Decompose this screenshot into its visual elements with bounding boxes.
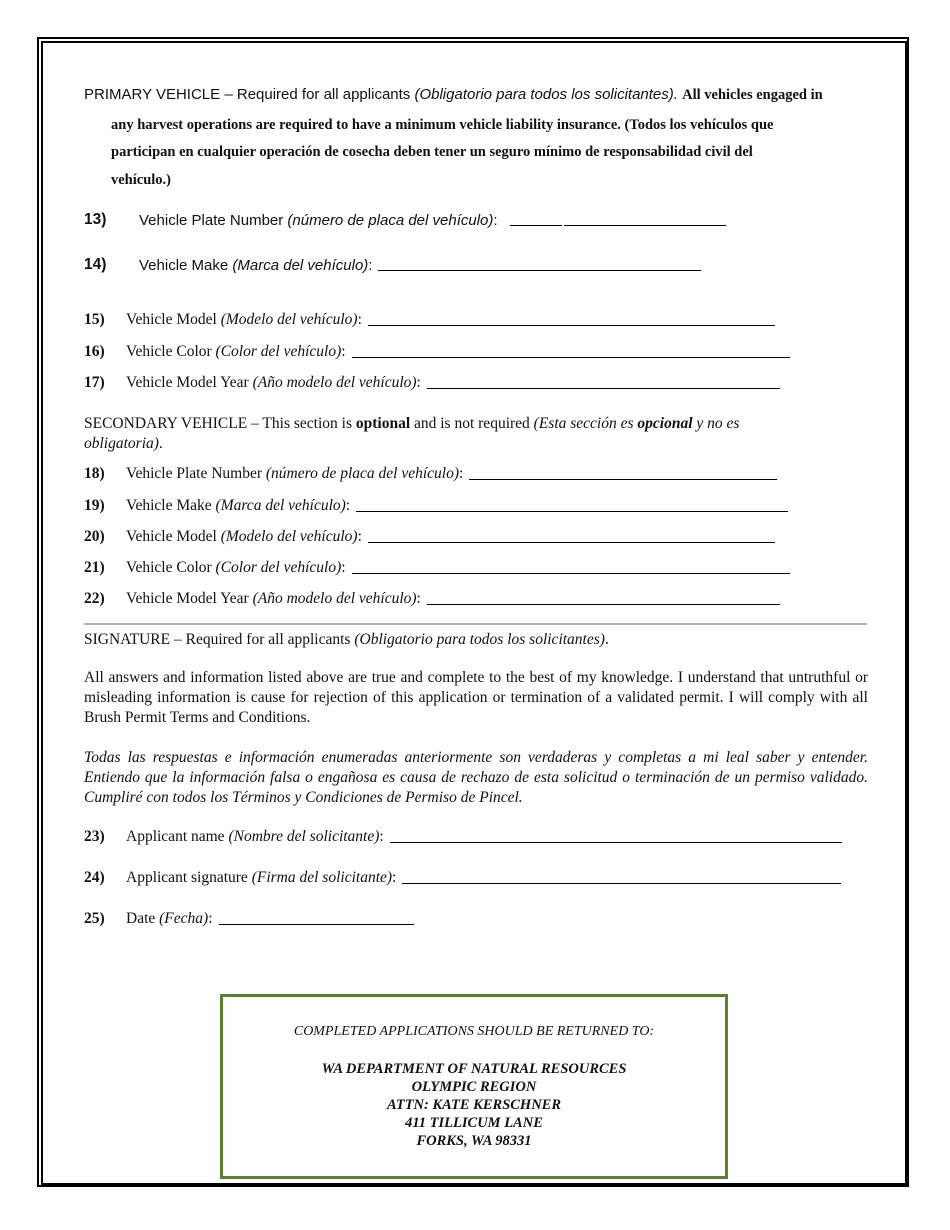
field-16-num: 16) xyxy=(84,343,105,360)
primary-note-2: any harvest operations are required to have a minimum vehicle liability insurance. (Todos los vehículos que xyxy=(111,117,774,133)
field-15-colon: : xyxy=(357,311,362,328)
field-24-label-es: (Firma del solicitante) xyxy=(251,869,393,886)
vehicle-make-input[interactable] xyxy=(378,269,701,271)
field-24-label: Applicant signature xyxy=(126,869,248,886)
statement-english: All answers and information listed above are true and complete to the best of my knowledge. I understand that untruthful or misleading information is cause for rejection of this application or termination of a validated permit. I will comply with all Brush Permit Terms and Conditions. xyxy=(84,669,868,726)
field-25-colon: : xyxy=(208,910,213,927)
field-17-label-es: (Año modelo del vehículo) xyxy=(252,374,417,391)
field-22-label: Vehicle Model Year xyxy=(126,590,249,607)
field-20-label-es: (Modelo del vehículo) xyxy=(220,528,358,545)
field-21-label: Vehicle Color xyxy=(126,559,212,576)
field-20-label: Vehicle Model xyxy=(126,528,217,545)
applicant-name-input[interactable] xyxy=(390,841,842,843)
field-22-label-es: (Año modelo del vehículo) xyxy=(252,590,417,607)
field-13-colon: : xyxy=(493,212,498,229)
field-24-num: 24) xyxy=(84,869,105,886)
secondary-model-year-input[interactable] xyxy=(427,603,780,605)
field-14-label-es: (Marca del vehículo) xyxy=(232,257,369,274)
field-21-num: 21) xyxy=(84,559,105,576)
secondary-text-1: – This section is xyxy=(247,415,356,432)
signature-header xyxy=(84,630,868,650)
field-25-label-es: (Fecha) xyxy=(159,910,209,927)
secondary-vehicle-header xyxy=(84,414,868,454)
field-17-label: Vehicle Model Year xyxy=(126,374,249,391)
secondary-text-es-1: (Esta sección es xyxy=(533,415,638,432)
field-15-num: 15) xyxy=(84,311,105,328)
field-14-num: 14) xyxy=(84,256,107,273)
field-16-label: Vehicle Color xyxy=(126,343,212,360)
field-23-row xyxy=(84,828,842,846)
field-22-num: 22) xyxy=(84,590,105,607)
field-19-num: 19) xyxy=(84,497,105,514)
secondary-model-input[interactable] xyxy=(368,541,775,543)
field-13-row xyxy=(84,211,726,229)
field-21-label-es: (Color del vehículo) xyxy=(215,559,342,576)
primary-note-3: participan en cualquier operación de cosecha deben tener un seguro mínimo de responsabilidad civil del xyxy=(111,144,753,160)
field-19-label-es: (Marca del vehículo) xyxy=(215,497,346,514)
field-20-colon: : xyxy=(357,528,362,545)
signature-heading: SIGNATURE – Required for all applicants xyxy=(84,631,355,648)
field-17-row xyxy=(84,374,780,392)
vehicle-plate-number-input[interactable] xyxy=(564,224,726,226)
field-14-row xyxy=(84,256,701,274)
statement-spanish: Todas las respuestas e información enumeradas anteriormente son verdaderas y completas a mi leal saber y entender. Entiendo que la información falsa o engañosa es causa de rechazo de esta solicitud o terminación de un permiso validado. Cumpliré con todos los Términos y Condiciones de Permiso de Pincel. xyxy=(84,749,868,806)
field-21-colon: : xyxy=(341,559,346,576)
field-22-row xyxy=(84,590,780,608)
field-18-colon: : xyxy=(459,465,464,482)
return-line-1: WA DEPARTMENT OF NATURAL RESOURCES xyxy=(321,1061,627,1077)
primary-note-4: vehículo.) xyxy=(111,172,172,188)
vehicle-model-input[interactable] xyxy=(368,324,775,326)
return-line-3: ATTN: KATE KERSCHNER xyxy=(386,1097,562,1113)
section-divider xyxy=(84,623,867,625)
field-20-num: 20) xyxy=(84,528,105,545)
field-13-label: Vehicle Plate Number xyxy=(139,212,284,229)
return-heading: COMPLETED APPLICATIONS SHOULD BE RETURNED TO: xyxy=(293,1024,655,1039)
secondary-make-input[interactable] xyxy=(356,510,788,512)
primary-note-1: All vehicles engaged in xyxy=(682,87,823,103)
field-25-num: 25) xyxy=(84,910,105,927)
primary-dash: – xyxy=(220,86,237,103)
field-25-row xyxy=(84,910,414,928)
return-address xyxy=(223,1060,725,1150)
return-line-5: FORKS, WA 98331 xyxy=(416,1133,532,1149)
date-input[interactable] xyxy=(219,923,414,925)
field-24-row xyxy=(84,869,841,887)
field-18-label-es: (número de placa del vehículo) xyxy=(265,465,459,482)
primary-heading: PRIMARY VEHICLE xyxy=(84,86,221,103)
field-16-row xyxy=(84,343,790,361)
secondary-plate-number-input[interactable] xyxy=(469,478,777,480)
field-23-num: 23) xyxy=(84,828,105,845)
field-23-colon: : xyxy=(379,828,384,845)
vehicle-model-year-input[interactable] xyxy=(427,387,780,389)
field-18-row xyxy=(84,465,777,483)
field-18-label: Vehicle Plate Number xyxy=(126,465,263,482)
field-13-line-a xyxy=(510,224,562,226)
field-15-label: Vehicle Model xyxy=(126,311,217,328)
vehicle-color-input[interactable] xyxy=(352,356,790,358)
field-19-row xyxy=(84,497,788,515)
field-15-label-es: (Modelo del vehículo) xyxy=(220,311,358,328)
field-23-label: Applicant name xyxy=(126,828,225,845)
field-17-num: 17) xyxy=(84,374,105,391)
field-24-colon: : xyxy=(392,869,397,886)
primary-vehicle-header xyxy=(84,86,823,104)
secondary-heading: SECONDARY VEHICLE xyxy=(84,415,248,432)
signature-heading-es: (Obligatorio para todos los solicitantes) xyxy=(354,631,605,648)
field-19-label: Vehicle Make xyxy=(126,497,212,514)
field-25-label: Date xyxy=(126,910,156,927)
field-21-row xyxy=(84,559,790,577)
field-23-label-es: (Nombre del solicitante) xyxy=(228,828,380,845)
field-20-row xyxy=(84,528,775,546)
field-13-num: 13) xyxy=(84,211,107,228)
secondary-text-es-3: obligatoria) xyxy=(84,435,159,452)
field-22-colon: : xyxy=(416,590,421,607)
secondary-text-2: and is not required xyxy=(410,415,534,432)
field-13-label-es: (número de placa del vehículo) xyxy=(287,212,494,229)
secondary-text-es-2: y no es xyxy=(692,415,740,432)
field-17-colon: : xyxy=(416,374,421,391)
secondary-color-input[interactable] xyxy=(352,572,790,574)
signature-period: . xyxy=(604,631,609,648)
field-18-num: 18) xyxy=(84,465,105,482)
secondary-optional: optional xyxy=(355,415,411,432)
field-19-colon: : xyxy=(345,497,351,514)
field-14-colon: : xyxy=(368,257,373,274)
secondary-period: . xyxy=(158,435,163,452)
return-line-2: OLYMPIC REGION xyxy=(411,1079,537,1095)
primary-required-es: (Obligatorio para todos los solicitantes). xyxy=(414,86,678,103)
secondary-optional-es: opcional xyxy=(637,415,693,432)
field-16-colon: : xyxy=(341,343,346,360)
applicant-signature-input[interactable] xyxy=(402,882,841,884)
field-16-label-es: (Color del vehículo) xyxy=(215,343,342,360)
return-address-box xyxy=(220,994,728,1179)
field-15-row xyxy=(84,311,775,329)
return-line-4: 411 TILLICUM LANE xyxy=(405,1115,543,1131)
primary-required: Required for all applicants xyxy=(236,86,415,103)
field-14-label: Vehicle Make xyxy=(139,257,229,274)
